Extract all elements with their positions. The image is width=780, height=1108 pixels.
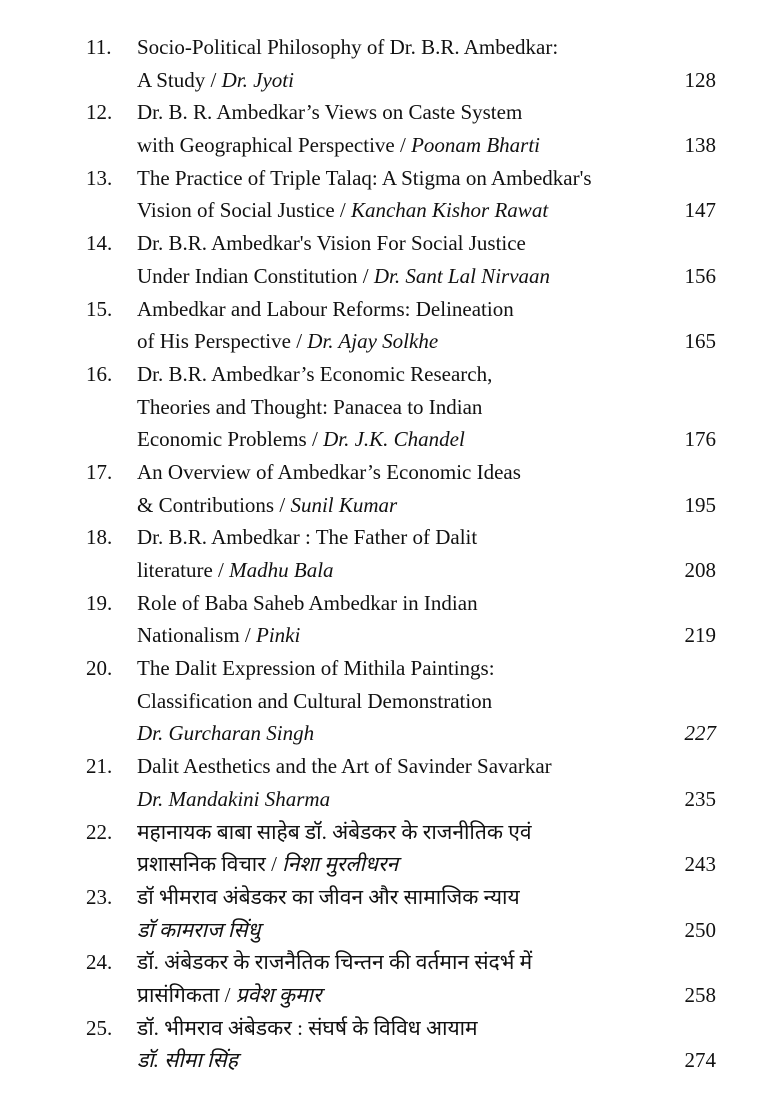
- toc-line: [0, 717, 780, 750]
- toc-entry: [0, 587, 780, 652]
- entry-text: [137, 423, 465, 456]
- entry-title: Under Indian Constitution /: [137, 263, 374, 288]
- toc-entry: [0, 750, 780, 815]
- entry-title: The Practice of Triple Talaq: A Stigma on Ambedkar's: [137, 165, 592, 190]
- entry-title: डॉ. भीमराव अंबेडकर : संघर्ष के विविध आयाम: [137, 1015, 478, 1040]
- page-number: 219: [684, 623, 716, 648]
- entry-title: A Study /: [137, 67, 222, 92]
- entry-author: डॉ कामराज सिंधु: [137, 917, 261, 942]
- entry-title: Dr. B.R. Ambedkar’s Economic Research,: [137, 361, 493, 386]
- entry-author: डॉ. सीमा सिंह: [137, 1048, 238, 1073]
- entry-text: [137, 685, 492, 718]
- entry-text: [137, 260, 550, 293]
- entry-author: Dr. Mandakini Sharma: [137, 786, 331, 811]
- entry-number: 16.: [86, 361, 113, 386]
- entry-author: Pinki: [256, 623, 301, 648]
- entry-number: 20.: [86, 656, 113, 681]
- entry-title: with Geographical Perspective /: [137, 133, 412, 158]
- entry-author: Dr. Ajay Solkhe: [307, 329, 439, 354]
- toc-line: [0, 881, 780, 914]
- entry-author: निशा मुरलीधरन: [282, 852, 399, 877]
- toc-line: [0, 423, 780, 456]
- entry-title: Nationalism /: [137, 623, 256, 648]
- page-number: 165: [684, 329, 716, 354]
- entry-number: 12.: [86, 100, 113, 125]
- toc-entry: [0, 31, 780, 96]
- entry-text: [137, 554, 334, 587]
- toc-entry: [0, 1012, 780, 1077]
- entry-author: Dr. J.K. Chandel: [323, 427, 465, 452]
- entry-text: [137, 293, 514, 326]
- entry-number: 24.: [86, 950, 113, 975]
- toc-line: [0, 129, 780, 162]
- toc-line: [0, 685, 780, 718]
- entry-text: [137, 1044, 238, 1077]
- toc-entry: [0, 162, 780, 227]
- toc-line: [0, 783, 780, 816]
- entry-text: [137, 64, 294, 97]
- entry-title: literature /: [137, 558, 230, 582]
- toc-entry: [0, 816, 780, 881]
- entry-title: महानायक बाबा साहेब डॉ. अंबेडकर के राजनीतिक एवं: [137, 819, 532, 844]
- toc-line: [0, 652, 780, 685]
- page-number: 227: [684, 721, 716, 746]
- toc-entry: [0, 358, 780, 456]
- entry-title: Theories and Thought: Panacea to Indian: [137, 394, 483, 419]
- entry-number: 18.: [86, 525, 113, 550]
- entry-text: [137, 848, 398, 881]
- entry-number: 13.: [86, 165, 113, 190]
- page-number: 258: [684, 982, 716, 1007]
- entry-number: 19.: [86, 590, 113, 615]
- page-number: 208: [684, 558, 716, 582]
- toc-line: [0, 293, 780, 326]
- toc-entry: [0, 456, 780, 521]
- toc-line: [0, 587, 780, 620]
- entry-number: 22.: [86, 819, 113, 844]
- entry-number: 21.: [86, 754, 113, 779]
- entry-title: An Overview of Ambedkar’s Economic Ideas: [137, 459, 521, 484]
- page-number: 156: [684, 263, 716, 288]
- entry-title: The Dalit Expression of Mithila Paintings:: [137, 656, 495, 681]
- entry-title: Role of Baba Saheb Ambedkar in Indian: [137, 590, 478, 615]
- toc-line: [0, 162, 780, 195]
- entry-text: [137, 521, 477, 554]
- toc-line: [0, 946, 780, 979]
- toc-line: [0, 554, 780, 587]
- entry-number: 25.: [86, 1015, 113, 1040]
- entry-title: Classification and Cultural Demonstration: [137, 688, 493, 713]
- entry-text: [137, 783, 330, 816]
- entry-title: Dalit Aesthetics and the Art of Savinder Savarkar: [137, 754, 552, 779]
- entry-text: [137, 162, 592, 195]
- entry-text: [137, 96, 522, 129]
- entry-author: Sunil Kumar: [290, 492, 398, 517]
- toc-entry: [0, 881, 780, 946]
- entry-title: Socio-Political Philosophy of Dr. B.R. Ambedkar:: [137, 35, 559, 59]
- toc-line: [0, 914, 780, 947]
- entry-text: [137, 750, 552, 783]
- page-number: 128: [684, 67, 716, 92]
- entry-text: [137, 946, 532, 979]
- toc-line: [0, 456, 780, 489]
- entry-title: डॉ. अंबेडकर के राजनैतिक चिन्तन की वर्तमान संदर्भ में: [137, 950, 533, 975]
- toc-entry: [0, 227, 780, 292]
- entry-text: [137, 31, 558, 64]
- entry-title: प्रासंगिकता /: [137, 982, 236, 1007]
- table-of-contents: [0, 31, 780, 1077]
- entry-text: [137, 979, 322, 1012]
- entry-title: of His Perspective /: [137, 329, 308, 354]
- entry-author: Madhu Bala: [229, 558, 334, 582]
- toc-entry: [0, 652, 780, 750]
- toc-entry: [0, 521, 780, 586]
- toc-line: [0, 619, 780, 652]
- entry-text: [137, 914, 260, 947]
- entry-title: Dr. B. R. Ambedkar’s Views on Caste System: [137, 100, 523, 125]
- entry-title: Economic Problems /: [137, 427, 324, 452]
- toc-entry: [0, 293, 780, 358]
- toc-line: [0, 1012, 780, 1045]
- toc-line: [0, 325, 780, 358]
- entry-text: [137, 1012, 478, 1045]
- entry-text: [137, 194, 548, 227]
- entry-text: [137, 587, 478, 620]
- entry-text: [137, 652, 495, 685]
- page-number: 176: [684, 427, 716, 452]
- entry-text: [137, 489, 397, 522]
- entry-title: Dr. B.R. Ambedkar : The Father of Dalit: [137, 525, 478, 550]
- entry-author: Dr. Gurcharan Singh: [137, 721, 315, 746]
- page-number: 195: [684, 492, 716, 517]
- entry-author: Dr. Sant Lal Nirvaan: [373, 263, 551, 288]
- entry-title: प्रशासनिक विचार /: [137, 852, 283, 877]
- entry-text: [137, 717, 314, 750]
- entry-text: [137, 619, 300, 652]
- entry-author: Kanchan Kishor Rawat: [350, 198, 549, 223]
- entry-text: [137, 227, 526, 260]
- entry-text: [137, 456, 521, 489]
- toc-line: [0, 391, 780, 424]
- page-number: 274: [684, 1048, 716, 1073]
- entry-text: [137, 391, 482, 424]
- page-number: 243: [684, 852, 716, 877]
- entry-text: [137, 816, 532, 849]
- toc-line: [0, 521, 780, 554]
- entry-title: Vision of Social Justice /: [137, 198, 351, 223]
- entry-title: डॉ भीमराव अंबेडकर का जीवन और सामाजिक न्याय: [137, 884, 520, 909]
- entry-title: & Contributions /: [137, 492, 291, 517]
- toc-line: [0, 260, 780, 293]
- entry-text: [137, 325, 438, 358]
- toc-line: [0, 816, 780, 849]
- entry-title: Dr. B.R. Ambedkar's Vision For Social Justice: [137, 231, 526, 256]
- entry-text: [137, 881, 520, 914]
- toc-line: [0, 358, 780, 391]
- page-number: 138: [684, 133, 716, 158]
- toc-entry: [0, 96, 780, 161]
- toc-line: [0, 96, 780, 129]
- entry-author: Dr. Jyoti: [221, 67, 294, 92]
- entry-number: 14.: [86, 231, 113, 256]
- entry-author: प्रवेश कुमार: [235, 982, 322, 1007]
- toc-line: [0, 194, 780, 227]
- entry-number: 11.: [86, 35, 112, 59]
- entry-number: 23.: [86, 884, 113, 909]
- entry-number: 15.: [86, 296, 113, 321]
- toc-line: [0, 1044, 780, 1077]
- entry-text: [137, 358, 492, 391]
- toc-line: [0, 750, 780, 783]
- entry-title: Ambedkar and Labour Reforms: Delineation: [137, 296, 514, 321]
- entry-number: 17.: [86, 459, 113, 484]
- toc-line: [0, 489, 780, 522]
- toc-line: [0, 848, 780, 881]
- toc-line: [0, 31, 780, 64]
- toc-line: [0, 64, 780, 97]
- toc-line: [0, 227, 780, 260]
- entry-text: [137, 129, 540, 162]
- toc-entry: [0, 946, 780, 1011]
- page-number: 235: [684, 786, 716, 811]
- page-number: 250: [684, 917, 716, 942]
- toc-line: [0, 979, 780, 1012]
- page-number: 147: [684, 198, 716, 223]
- entry-author: Poonam Bharti: [411, 133, 540, 158]
